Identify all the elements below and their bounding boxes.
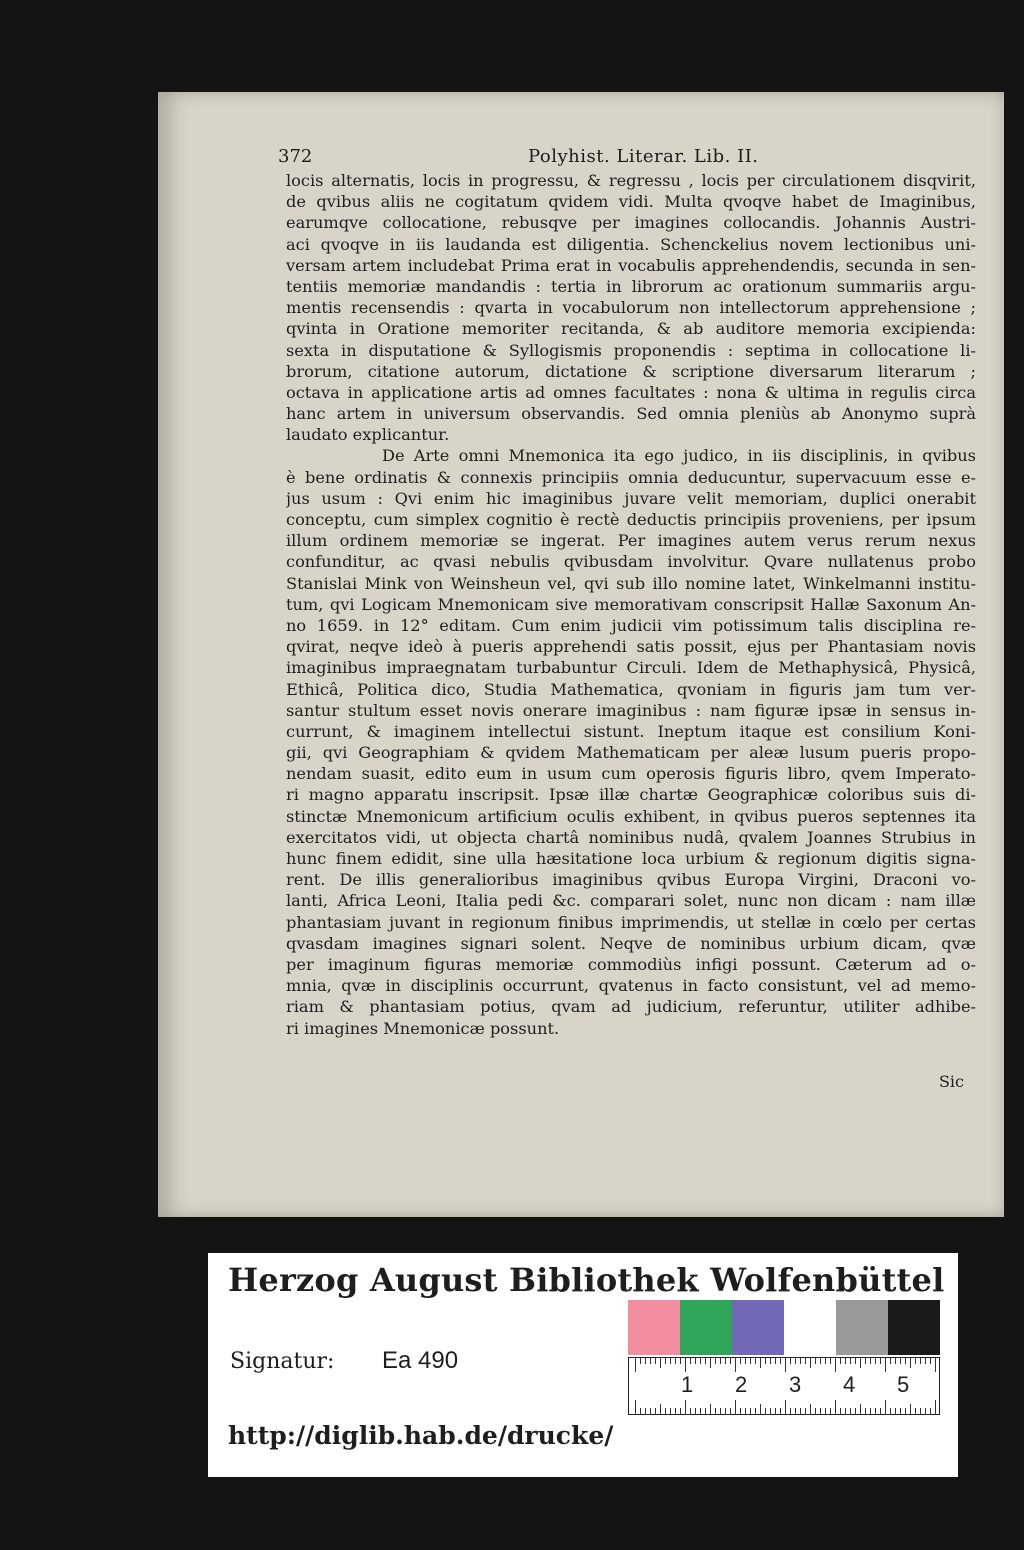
ruler-tick bbox=[765, 1358, 766, 1364]
body-text bbox=[286, 170, 976, 1039]
ruler-tick bbox=[910, 1404, 911, 1414]
signature-label: Signatur: bbox=[230, 1349, 335, 1374]
ruler-tick bbox=[935, 1358, 936, 1372]
ruler-tick bbox=[915, 1408, 916, 1414]
ruler-tick bbox=[700, 1408, 701, 1414]
text-line: octava in applicatione artis ad omnes facultates : nona & ultima in regulis circa bbox=[286, 382, 976, 402]
text-line: aci qvoqve in iis laudanda est diligentia. Schenckelius novem lectionibus uni- bbox=[286, 234, 976, 254]
color-swatch bbox=[680, 1300, 732, 1355]
ruler-tick bbox=[680, 1358, 681, 1364]
page-header bbox=[278, 146, 974, 172]
ruler-tick bbox=[790, 1358, 791, 1364]
library-url: http://diglib.hab.de/drucke/ bbox=[228, 1421, 614, 1450]
ruler-tick bbox=[755, 1408, 756, 1414]
text-line: tentiis memoriæ mandandis : tertia in librorum ac orationum summariis argu- bbox=[286, 276, 976, 296]
ruler-tick bbox=[750, 1408, 751, 1414]
ruler-tick bbox=[635, 1358, 636, 1372]
ruler-tick bbox=[775, 1408, 776, 1414]
ruler-tick bbox=[795, 1358, 796, 1364]
text-line: santur stultum esset novis onerare imaginibus : nam figuræ ipsæ in sensus in- bbox=[286, 700, 976, 720]
ruler-tick bbox=[890, 1408, 891, 1414]
ruler-tick bbox=[800, 1408, 801, 1414]
signature-value: Ea 490 bbox=[382, 1347, 459, 1374]
ruler-tick bbox=[875, 1358, 876, 1364]
ruler-tick bbox=[820, 1408, 821, 1414]
ruler-tick bbox=[675, 1358, 676, 1364]
ruler-tick bbox=[810, 1358, 811, 1368]
ruler-tick bbox=[670, 1358, 671, 1364]
ruler-tick bbox=[770, 1358, 771, 1364]
ruler-tick bbox=[850, 1358, 851, 1364]
ruler-tick bbox=[730, 1358, 731, 1364]
text-line: riam & phantasiam potius, qvam ad judicium, referuntur, utiliter adhibe- bbox=[286, 997, 976, 1017]
color-swatch bbox=[784, 1300, 836, 1355]
text-line: illum ordinem memoriæ se ingerat. Per imagines autem verus rerum nexus bbox=[286, 531, 976, 551]
ruler-tick bbox=[735, 1400, 736, 1414]
ruler-tick bbox=[905, 1408, 906, 1414]
ruler-tick bbox=[760, 1358, 761, 1368]
text-line: versam artem includebat Prima erat in vocabulis apprehendendis, secunda in sen- bbox=[286, 255, 976, 275]
ruler-tick bbox=[650, 1408, 651, 1414]
ruler-tick bbox=[640, 1358, 641, 1364]
ruler-tick bbox=[725, 1408, 726, 1414]
ruler-tick bbox=[865, 1358, 866, 1364]
ruler-tick bbox=[905, 1358, 906, 1364]
color-swatches bbox=[628, 1300, 940, 1355]
text-line: nendam suasit, edito eum in usum cum operosis figuris libro, qvem Imperato- bbox=[286, 764, 976, 784]
text-line: no 1659. in 12° editam. Cum enim judicii vim potissimum talis disciplina re- bbox=[286, 615, 976, 635]
ruler-tick bbox=[825, 1358, 826, 1364]
page-number: 372 bbox=[278, 146, 313, 167]
ruler-tick bbox=[700, 1358, 701, 1364]
text-line: Stanislai Mink von Weinsheun vel, qvi sub illo nomine latet, Winkelmanni institu- bbox=[286, 573, 976, 593]
ruler-tick bbox=[705, 1408, 706, 1414]
ruler-tick bbox=[805, 1358, 806, 1364]
book-page bbox=[158, 92, 1004, 1217]
text-line: De Arte omni Mnemonica ita ego judico, in iis disciplinis, in qvibus bbox=[382, 446, 976, 466]
ruler-tick bbox=[815, 1358, 816, 1364]
ruler-tick bbox=[765, 1408, 766, 1414]
text-line: Ethicâ, Politica dico, Studia Mathematica, qvoniam in figuris jam tum ver- bbox=[286, 679, 976, 699]
ruler-tick bbox=[720, 1408, 721, 1414]
text-line: laudato explicantur. bbox=[286, 425, 450, 445]
text-line: hanc artem in universum observandis. Sed omnia pleniùs ab Anonymo suprà bbox=[286, 404, 976, 424]
ruler-tick bbox=[655, 1408, 656, 1414]
ruler-tick bbox=[835, 1358, 836, 1372]
text-line: conceptu, cum simplex cognitio è rectè deductis principiis proveniens, per ipsum bbox=[286, 510, 976, 529]
ruler-tick bbox=[885, 1400, 886, 1414]
ruler-tick bbox=[840, 1408, 841, 1414]
ruler-tick bbox=[745, 1408, 746, 1414]
ruler-tick bbox=[785, 1400, 786, 1414]
ruler-tick bbox=[870, 1408, 871, 1414]
text-line: exercitatos vidi, ut objecta chartâ nominibus nudâ, qvalem Joannes Strubius in bbox=[286, 827, 976, 847]
text-line: confunditur, ac qvasi nebulis qvibusdam involvitur. Qvare nullatenus probo bbox=[286, 552, 976, 572]
ruler-tick bbox=[730, 1408, 731, 1414]
text-line: imaginibus impraegnatam turbabuntur Circuli. Idem de Methaphysicâ, Physicâ, bbox=[286, 658, 976, 678]
ruler-tick bbox=[640, 1408, 641, 1414]
scale-ruler bbox=[628, 1357, 940, 1415]
ruler-tick bbox=[885, 1358, 886, 1372]
ruler-tick bbox=[920, 1358, 921, 1364]
ruler-tick bbox=[725, 1358, 726, 1364]
ruler-tick bbox=[755, 1358, 756, 1364]
ruler-tick bbox=[840, 1358, 841, 1364]
ruler-tick bbox=[870, 1358, 871, 1364]
ruler-tick bbox=[660, 1358, 661, 1368]
ruler-tick bbox=[760, 1404, 761, 1414]
ruler-tick bbox=[880, 1408, 881, 1414]
ruler-tick bbox=[780, 1408, 781, 1414]
library-card bbox=[208, 1253, 958, 1477]
ruler-number: 2 bbox=[735, 1372, 748, 1397]
ruler-tick bbox=[845, 1358, 846, 1364]
ruler-tick bbox=[670, 1408, 671, 1414]
text-line: lanti, Africa Leoni, Italia pedi &c. comparari solet, nunc non dicam : nam illæ bbox=[286, 891, 976, 911]
text-line: ri imagines Mnemonicæ possunt. bbox=[286, 1018, 560, 1038]
ruler-tick bbox=[825, 1408, 826, 1414]
ruler-tick bbox=[650, 1358, 651, 1364]
ruler-tick bbox=[805, 1408, 806, 1414]
ruler-tick bbox=[795, 1408, 796, 1414]
ruler-tick bbox=[655, 1358, 656, 1364]
ruler-tick bbox=[645, 1358, 646, 1364]
ruler-tick bbox=[790, 1408, 791, 1414]
text-line: ri magno apparatu inscripsit. Ipsæ illæ chartæ Geographicæ coloribus suis di- bbox=[286, 785, 976, 805]
ruler-tick bbox=[850, 1408, 851, 1414]
ruler-tick bbox=[820, 1358, 821, 1364]
ruler-tick bbox=[740, 1358, 741, 1364]
text-line: brorum, citatione autorum, dictatione & scriptione diversarum literarum ; bbox=[286, 361, 976, 381]
ruler-tick bbox=[830, 1358, 831, 1364]
ruler-tick bbox=[660, 1404, 661, 1414]
text-line: mentis recensendis : qvarta in vocabulorum non intellectorum apprehensione ; bbox=[286, 298, 976, 318]
ruler-tick bbox=[900, 1358, 901, 1364]
text-line: gii, qvi Geographiam & qvidem Mathematicam per aleæ lusum pueris propo- bbox=[286, 743, 976, 763]
ruler-number: 1 bbox=[681, 1372, 694, 1397]
ruler-tick bbox=[925, 1408, 926, 1414]
ruler-tick bbox=[920, 1408, 921, 1414]
ruler-tick bbox=[930, 1408, 931, 1414]
ruler-tick bbox=[750, 1358, 751, 1364]
ruler-tick bbox=[890, 1358, 891, 1364]
ruler-tick bbox=[775, 1358, 776, 1364]
color-swatch bbox=[836, 1300, 888, 1355]
ruler-tick bbox=[880, 1358, 881, 1364]
ruler-tick bbox=[695, 1358, 696, 1364]
ruler-tick bbox=[740, 1408, 741, 1414]
text-line: earumqve collocatione, rebusqve per imagines collocandis. Johannis Austri- bbox=[286, 213, 976, 233]
text-line: locis alternatis, locis in progressu, & regressu , locis per circulationem disqvirit, bbox=[286, 171, 976, 190]
ruler-tick bbox=[770, 1408, 771, 1414]
ruler-tick bbox=[645, 1408, 646, 1414]
ruler-tick bbox=[875, 1408, 876, 1414]
text-line: per imaginum figuras memoriæ commodiùs infigi possunt. Cæterum ad o- bbox=[286, 954, 976, 974]
ruler-tick bbox=[925, 1358, 926, 1364]
running-head: Polyhist. Literar. Lib. II. bbox=[528, 146, 759, 167]
ruler-tick bbox=[915, 1358, 916, 1364]
ruler-tick bbox=[800, 1358, 801, 1364]
ruler-tick bbox=[830, 1408, 831, 1414]
ruler-tick bbox=[860, 1358, 861, 1368]
text-line: currunt, & imaginem intellectui sistunt. Ineptum itaque est consilium Koni- bbox=[286, 721, 976, 741]
color-swatch bbox=[888, 1300, 940, 1355]
ruler-tick bbox=[865, 1408, 866, 1414]
ruler-tick bbox=[695, 1408, 696, 1414]
text-line: rent. De illis generalioribus imaginibus qvibus Europa Virgini, Draconi vo- bbox=[286, 870, 976, 890]
ruler-tick bbox=[895, 1358, 896, 1364]
ruler-tick bbox=[900, 1408, 901, 1414]
text-line: jus usum : Qvi enim hic imaginibus juvare velit memoriam, duplici onerabit bbox=[286, 488, 976, 508]
text-line: stinctæ Mnemonicum artificium oculis exhibent, in qvibus pueros septennes ita bbox=[286, 806, 976, 826]
ruler-tick bbox=[815, 1408, 816, 1414]
ruler-tick bbox=[665, 1358, 666, 1364]
ruler-number: 3 bbox=[789, 1372, 802, 1397]
ruler-tick bbox=[675, 1408, 676, 1414]
ruler-tick bbox=[715, 1408, 716, 1414]
text-line: tum, qvi Logicam Mnemonicam sive memorativam conscripsit Hallæ Saxonum An- bbox=[286, 594, 976, 614]
text-line: hunc finem edidit, sine ulla hæsitatione loca urbium & regionum digitis signa- bbox=[286, 849, 976, 868]
text-line: qvasdam imagines signari solent. Neqve de nominibus urbium dicam, qvæ bbox=[286, 933, 976, 953]
text-line: mnia, qvæ in disciplinis occurrunt, qvatenus in facto consistunt, vel ad memo- bbox=[286, 976, 976, 996]
ruler-tick bbox=[780, 1358, 781, 1364]
ruler-tick bbox=[895, 1408, 896, 1414]
ruler-tick bbox=[665, 1408, 666, 1414]
ruler-tick bbox=[710, 1404, 711, 1414]
ruler-tick bbox=[690, 1358, 691, 1364]
ruler-tick bbox=[935, 1400, 936, 1414]
catchword: Sic bbox=[938, 1072, 964, 1091]
color-swatch bbox=[628, 1300, 680, 1355]
ruler-tick bbox=[685, 1400, 686, 1414]
ruler-tick bbox=[855, 1358, 856, 1364]
text-line: de qvibus aliis ne cogitatum qvidem vidi. Multa qvoqve habet de Imaginibus, bbox=[286, 192, 976, 212]
text-line: sexta in disputatione & Syllogismis proponendis : septima in collocatione li- bbox=[286, 340, 976, 360]
ruler-tick bbox=[855, 1408, 856, 1414]
ruler-tick bbox=[710, 1358, 711, 1368]
ruler-number: 5 bbox=[897, 1372, 910, 1397]
text-line: è bene ordinatis & connexis principiis omnia deducuntur, supervacuum esse e- bbox=[286, 467, 976, 487]
library-name: Herzog August Bibliothek Wolfenbüttel bbox=[228, 1261, 945, 1299]
ruler-tick bbox=[720, 1358, 721, 1364]
ruler-tick bbox=[705, 1358, 706, 1364]
ruler-tick bbox=[910, 1358, 911, 1368]
ruler-tick bbox=[835, 1400, 836, 1414]
text-line: qvirat, neqve ideò à pueris apprehendi satis possit, ejus per Phantasiam novis bbox=[286, 637, 976, 657]
ruler-tick bbox=[735, 1358, 736, 1372]
ruler-tick bbox=[685, 1358, 686, 1372]
ruler-tick bbox=[680, 1408, 681, 1414]
ruler-tick bbox=[860, 1404, 861, 1414]
ruler-tick bbox=[845, 1408, 846, 1414]
ruler-tick bbox=[785, 1358, 786, 1372]
ruler-tick bbox=[745, 1358, 746, 1364]
ruler-tick bbox=[715, 1358, 716, 1364]
ruler-tick bbox=[810, 1404, 811, 1414]
ruler-tick bbox=[930, 1358, 931, 1364]
color-swatch bbox=[732, 1300, 784, 1355]
ruler-tick bbox=[635, 1400, 636, 1414]
ruler-number: 4 bbox=[843, 1372, 856, 1397]
text-line: phantasiam juvant in regionum finibus imprimendis, ut stellæ in cœlo per certas bbox=[286, 912, 976, 932]
text-line: qvinta in Oratione memoriter recitanda, & ab auditore memoria excipienda: bbox=[286, 319, 976, 339]
ruler-tick bbox=[690, 1408, 691, 1414]
